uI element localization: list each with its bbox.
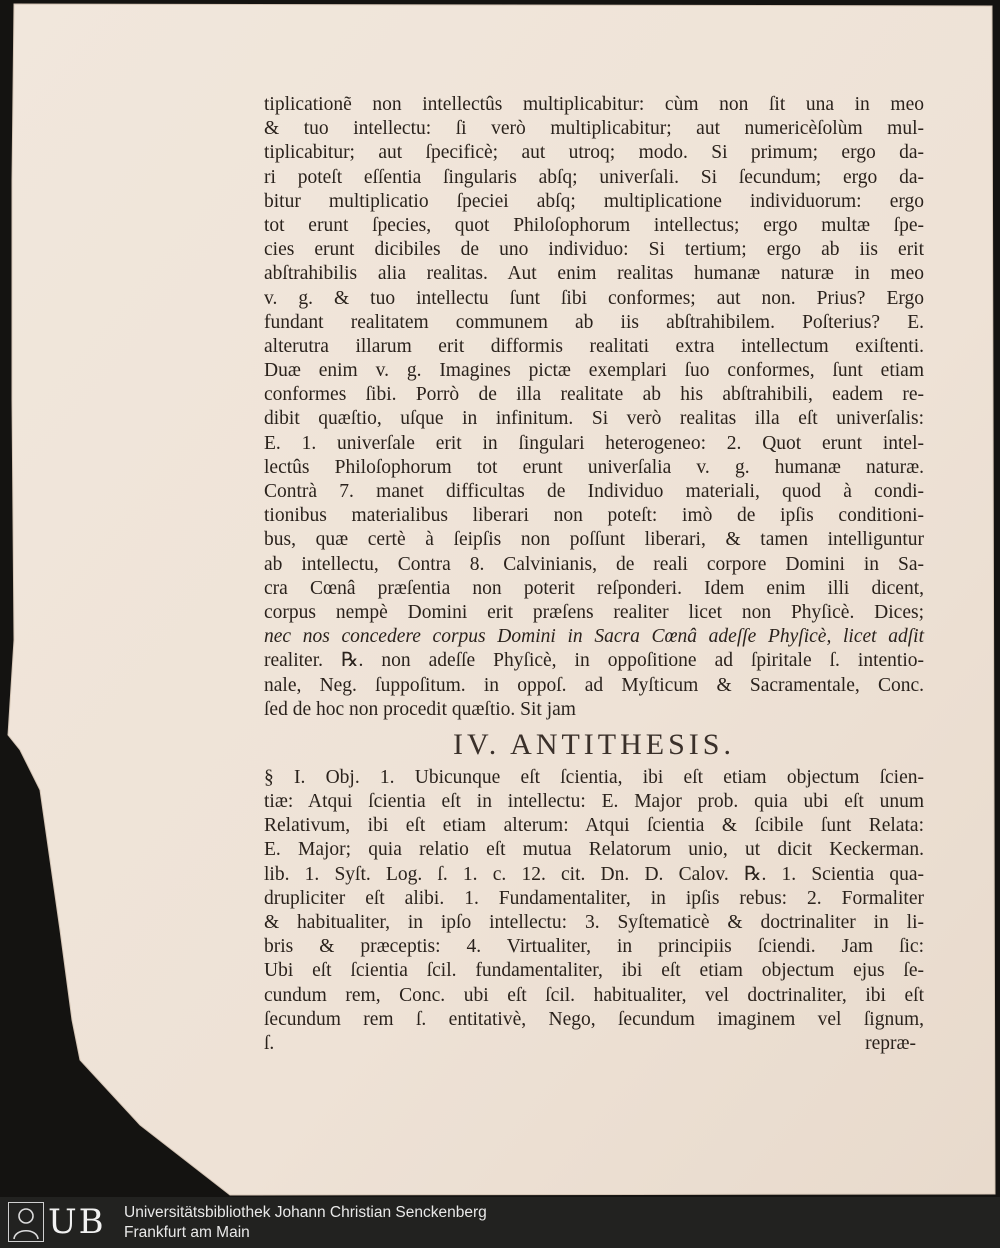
text-line: & habitualiter, in ipſo intellectu: 3. Syſtematicè & doctrinaliter in li- xyxy=(264,912,924,933)
text-line: lectûs Philoſophorum tot erunt univerſalia v. g. humanæ naturæ. xyxy=(264,456,924,478)
footer-bar xyxy=(0,1197,1000,1248)
text-line: ri poteſt eſſentia ſingularis abſq; univerſali. Si ſecundum; ergo da- xyxy=(264,166,924,188)
text-line: dibit quæſtio, uſque in infinitum. Si verò realitas illa eſt univerſalis: xyxy=(264,408,924,430)
text-line: ſecundum rem ſ. entitativè, Nego, ſecundum imaginem vel ſignum, xyxy=(264,1008,924,1030)
text-line: E. Major; quia relatio eſt mutua Relatorum unio, ut dicit Keckerman. xyxy=(264,839,924,861)
text-line: Relativum, ibi eſt etiam alterum: Atqui ſcientia & ſcibile ſunt Relata: xyxy=(264,815,924,837)
text-line: v. g. & tuo intellectu ſunt ſibi conformes; aut non. Prius? Ergo xyxy=(264,287,924,309)
text-line: Ubi eſt ſcientia ſcil. fundamentaliter, ibi eſt etiam objectum ejus ſe- xyxy=(264,960,924,982)
text-line: conformes ſibi. Porrò de illa realitate ab his abſtrahibili, eadem re- xyxy=(264,384,924,406)
document-text xyxy=(264,93,924,1056)
text-line: Contrà 7. manet difficultas de Individuo materiali, quod à condi- xyxy=(264,481,924,502)
text-line: corpus nempè Domini erit præſens realiter licet non Phyſicè. Dices; xyxy=(264,601,924,623)
logo-text: UB xyxy=(48,1202,106,1242)
institution-line-2: Frankfurt am Main xyxy=(124,1224,250,1241)
portrait-icon xyxy=(8,1202,44,1242)
text-line: realiter. ℞. non adeſſe Phyſicè, in oppoſitione ad ſpiritale ſ. intentio- xyxy=(264,650,924,672)
text-line: alterutra illarum erit difformis realitati extra intellectum exiſtenti. xyxy=(264,335,924,357)
text-line: & tuo intellectu: ſi verò multiplicabitur; aut numericèſolùm mul- xyxy=(264,118,924,140)
text-line: drupliciter eſt alibi. 1. Fundamentaliter, in ipſis rebus: 2. Formaliter xyxy=(264,887,924,909)
text-line: cra Cœnâ præſentia non poterit reſponderi. Idem enim illi dicent, xyxy=(264,577,924,599)
text-line: § I. Obj. 1. Ubicunque eſt ſcientia, ibi eſt etiam objectum ſcien- xyxy=(264,766,924,788)
text-line: E. 1. univerſale erit in ſingulari heterogeneo: 2. Quot erunt intel- xyxy=(264,432,924,454)
text-line: tot erunt ſpecies, quot Philoſophorum intellectus; ergo multæ ſpe- xyxy=(264,214,924,236)
text-line: tiplicationẽ non intellectûs multiplicabitur: cùm non ſit una in meo xyxy=(264,94,924,115)
text-line: cundum rem, Conc. ubi eſt ſcil. habitualiter, vel doctrinaliter, ibi eſt xyxy=(264,984,924,1006)
text-line: tionibus materialibus liberari non poteſt: imò de ipſis conditioni- xyxy=(264,505,924,527)
text-line: bus, quæ certè à ſeipſis non poſſunt liberari, & tamen intelliguntur xyxy=(264,529,924,551)
text-line: bris & præceptis: 4. Virtualiter, in principiis ſciendi. Jam ſic: xyxy=(264,936,924,958)
text-line: cies erunt dicibiles de uno individuo: Si tertium; ergo ab iis erit xyxy=(264,239,924,261)
text-line: ſed de hoc non procedit quæſtio. Sit jam xyxy=(264,698,576,720)
catchword: ſ. repræ- xyxy=(264,1032,916,1054)
text-line: tiplicabitur; aut ſpecificè; aut utroq; modo. Si primum; ergo da- xyxy=(264,142,924,164)
text-line: Duæ enim v. g. Imagines pictæ exemplari ſuo conformes, ſunt etiam xyxy=(264,360,924,382)
text-line: nec nos concedere corpus Domini in Sacra Cœnâ adeſſe Phyſicè, licet adſit xyxy=(264,626,924,648)
text-line: tiæ: Atqui ſcientia eſt in intellectu: E. Major prob. quia ubi eſt unum xyxy=(264,791,924,813)
text-line: abſtrahibilis alia realitas. Aut enim realitas humanæ naturæ in meo xyxy=(264,263,924,285)
text-line: lib. 1. Syſt. Log. ſ. 1. c. 12. cit. Dn. D. Calov. ℞. 1. Scientia qua- xyxy=(264,863,924,885)
text-line: nale, Neg. ſuppoſitum. in oppoſ. ad Myſticum & Sacramentale, Conc. xyxy=(264,674,924,696)
section-heading: IV. ANTITHESIS. xyxy=(453,727,735,761)
institution-line-1: Universitätsbibliothek Johann Christian Senckenberg xyxy=(124,1204,487,1221)
text-line: bitur multiplicatio ſpeciei abſq; multiplicatione individuorum: ergo xyxy=(264,190,924,212)
text-line: fundant realitatem communem ab iis abſtrahibilem. Poſterius? E. xyxy=(264,311,924,333)
institution-name xyxy=(124,1203,487,1243)
library-logo xyxy=(8,1202,116,1242)
text-line: ab intellectu, Contra 8. Calvinianis, de reali corpore Domini in Sa- xyxy=(264,553,924,575)
